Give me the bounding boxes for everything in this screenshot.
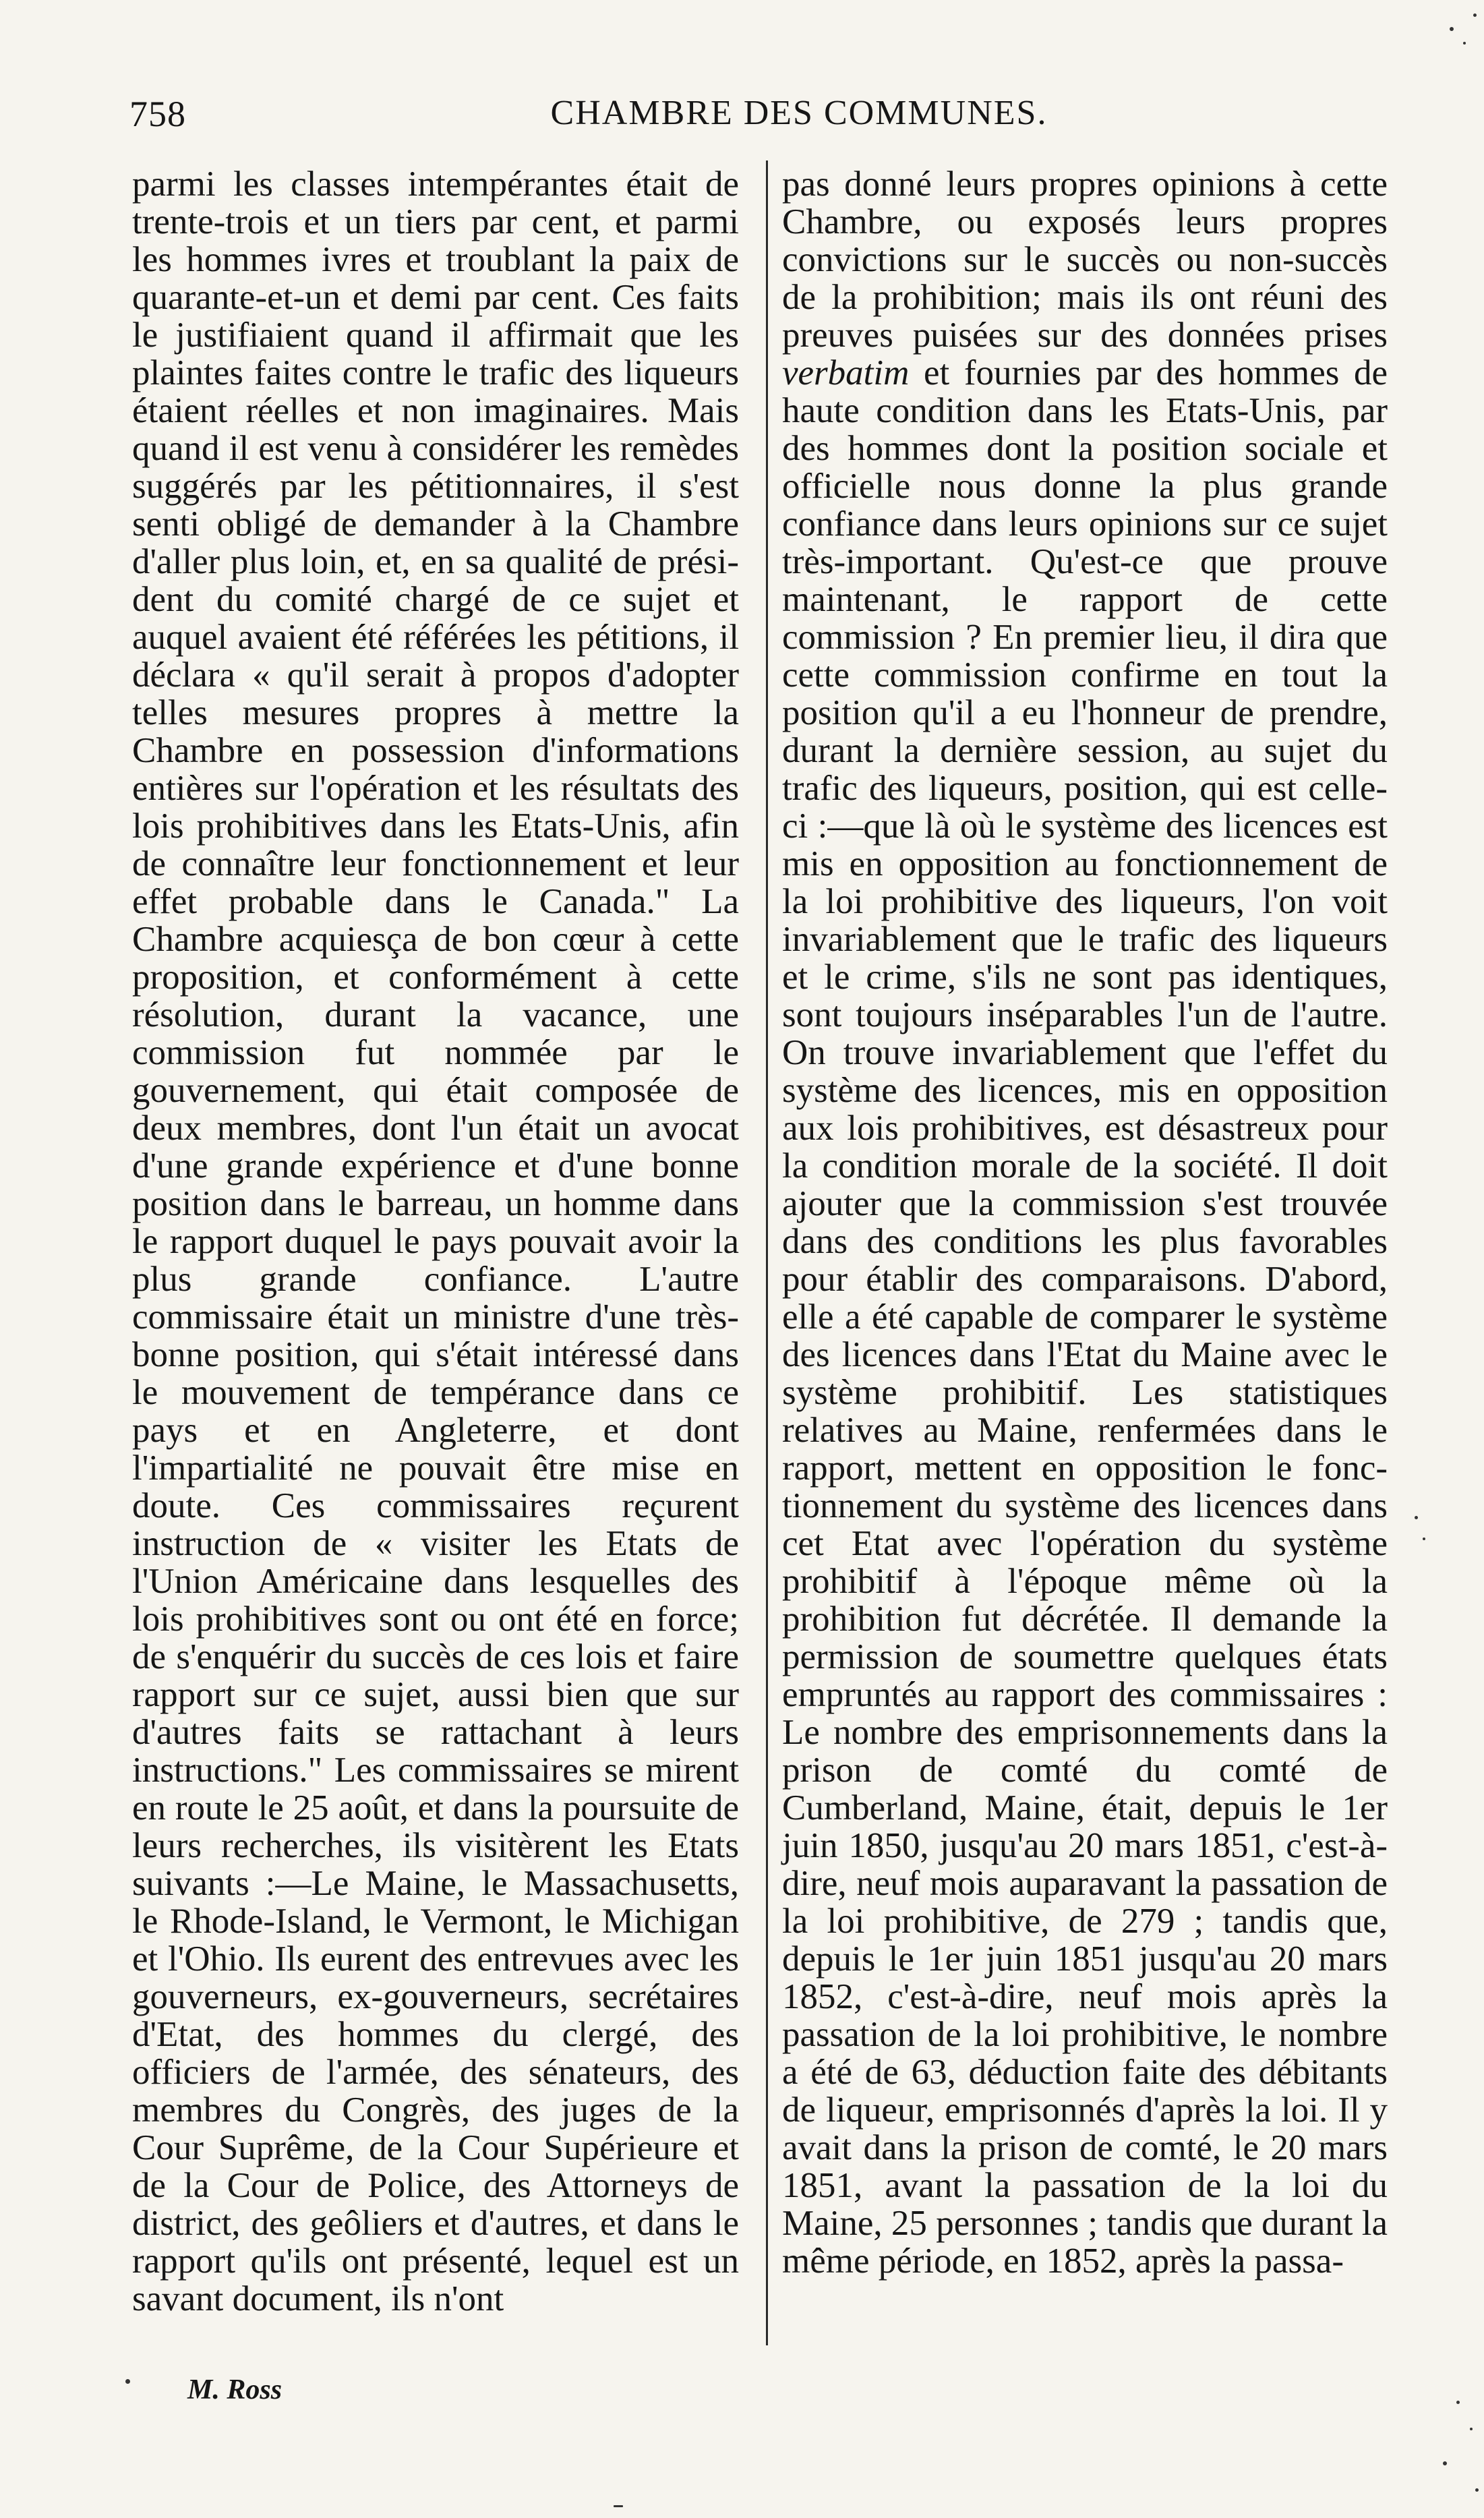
page-number: 758 [129, 94, 186, 134]
scan-speck [1443, 2461, 1447, 2465]
right-column [782, 165, 1388, 2280]
right-column-text-part2: et fournies par des hommes de haute condition dans les Etats-Unis, par des hommes dont la position sociale et officielle nous donne la plus grande confiance dans leurs opinions sur ce sujet très-important. Qu'est-ce que prouve maintenant, le rapport de cette commission ? En premier lieu, il dira que cette commission confirme en tout la position qu'il a eu l'honneur de prendre, durant la dernière session, au sujet du trafic des liqueurs, position, qui est celle-ci :—que là où le système des licences est mis en opposition au fonctionnement de la loi prohibitive des liqueurs, l'on voit invariablement que le trafic des liqueurs et le crime, s'ils ne sont pas identiques, sont toujours inséparables l'un de l'autre. On trouve invariablement que l'effet du système des licences, mis en opposition aux lois prohibitives, est désastreux pour la condition morale de la société. Il doit ajouter que la commission s'est trouvée dans des conditions les plus favorables pour établir des comparaisons. D'abord, elle a été capable de comparer le système des licences dans l'Etat du Maine avec le système prohibitif. Les statistiques relatives au Maine, renfermées dans le rapport, mettent en opposition le fonctionnement du système des licences dans cet Etat avec l'opération du système prohibitif à l'époque même où la prohibition fut décrétée. Il demande la permission de soumettre quelques états empruntés au rapport des commissaires : Le nombre des emprisonnements dans la prison de comté du comté de Cumberland, Maine, était, depuis le 1er juin 1850, jusqu'au 20 mars 1851, c'est-à-dire, neuf mois auparavant la passation de la loi prohibitive, de 279 ; tandis que, depuis le 1er juin 1851 jusqu'au 20 mars 1852, c'est-à-dire, neuf mois après la passation de la loi prohibitive, le nombre a été de 63, déduction faite des débitants de liqueur, emprisonnés d'après la loi. Il y avait dans la prison de comté, le 20 mars 1851, avant la passation de la loi du Maine, 25 personnes ; tandis que durant la même période, en 1852, après la passa- [782, 353, 1388, 2281]
scan-speck [1470, 2428, 1473, 2430]
right-column-text-part1: pas donné leurs propres opinions à cette Chambre, ou exposés leurs propres convictions sur le succès ou non-succès de la prohibition; mais ils ont réuni des preuves puisées sur des données prises [782, 165, 1388, 355]
scan-speck [1473, 13, 1477, 17]
column-divider [766, 160, 768, 2345]
page-header [121, 86, 1389, 140]
left-column-text: parmi les classes intempérantes était de trente-trois et un tiers par cent, et parmi les hommes ivres et troublant la paix de quarante-et-un et demi par cent. Ces faits le justifiaient quand il affirmait que les plaintes faites contre le trafic des liqueurs étaient réelles et non imaginaires. Mais quand il est venu à considérer les remèdes suggérés par les pétitionnaires, il s'est senti obligé de demander à la Chambre d'aller plus loin, et, en sa qualité de président du comité chargé de ce sujet et auquel avaient été référées les pétitions, il déclara « qu'il serait à propos d'adopter telles mesures propres à mettre la Chambre en possession d'informations entières sur l'opération et les résultats des lois prohibitives dans les Etats-Unis, afin de connaître leur fonctionnement et leur effet probable dans le Canada." La Chambre acquiesça de bon cœur à cette proposition, et conformément à cette résolution, durant la vacance, une commission fut nommée par le gouvernement, qui était composée de deux membres, dont l'un était un avocat d'une grande expérience et d'une bonne position dans le barreau, un homme dans le rapport duquel le pays pouvait avoir la plus grande confiance. L'autre commissaire était un ministre d'une très-bonne position, qui s'était intéressé dans le mouvement de tempérance dans ce pays et en Angleterre, et dont l'impartialité ne pouvait être mise en doute. Ces commissaires reçurent instruction de « visiter les Etats de l'Union Américaine dans lesquelles des lois prohibitives sont ou ont été en force; de s'enquérir du succès de ces lois et faire rapport sur ce sujet, aussi bien que sur d'autres faits se rattachant à leurs instructions." Les commissaires se mirent en route le 25 août, et dans la poursuite de leurs recherches, ils visitèrent les Etats suivants :—Le Maine, le Massachusetts, le Rhode-Island, le Vermont, le Michigan et l'Ohio. Ils eurent des entrevues avec les gouverneurs, ex-gouverneurs, secrétaires d'Etat, des hommes du clergé, des officiers de l'armée, des sénateurs, des membres du Congrès, des juges de la Cour Suprême, de la Cour Supérieure et de la Cour de Police, des Attorneys de district, des geôliers et d'autres, et dans le rapport qu'ils ont présenté, lequel est un savant document, ils n'ont [132, 165, 739, 2318]
right-column-italic-word: verbatim [782, 353, 910, 392]
right-column-paragraph [782, 165, 1388, 2280]
scan-speck [1463, 42, 1466, 45]
scan-speck [1423, 1538, 1425, 1540]
scan-speck [1450, 27, 1454, 31]
running-title: CHAMBRE DES COMMUNES. [550, 94, 1048, 132]
scan-speck [125, 2379, 130, 2384]
speaker-name: M. Ross [187, 2374, 283, 2405]
left-column [132, 165, 739, 2318]
scan-speck [614, 2505, 623, 2507]
scan-speck [1475, 2488, 1479, 2492]
scan-speck [1456, 2401, 1460, 2404]
scan-speck [1415, 1516, 1418, 1519]
